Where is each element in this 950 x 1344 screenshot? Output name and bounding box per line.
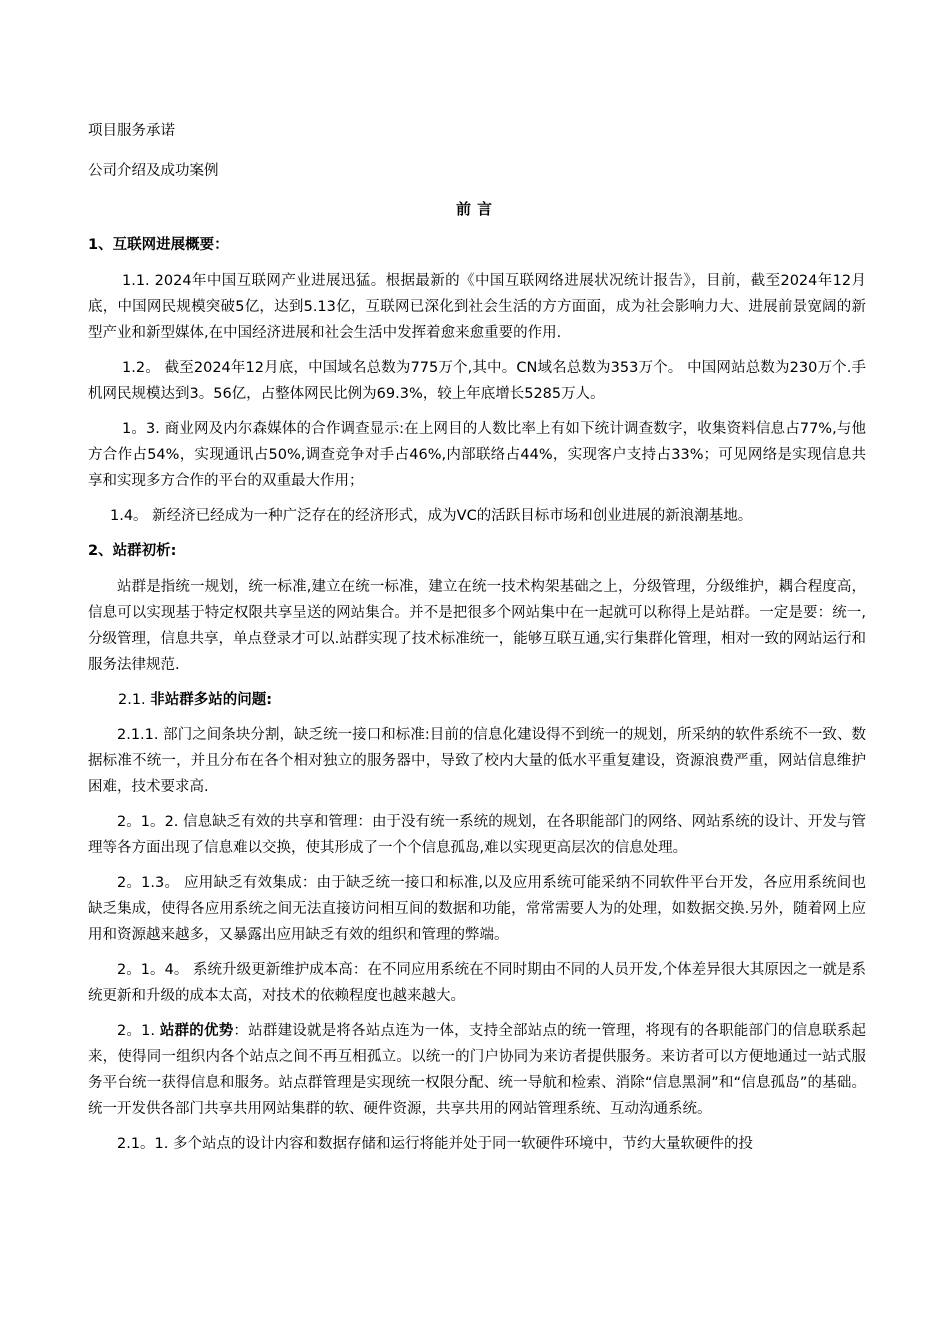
document-page bbox=[88, 118, 866, 1166]
paragraph-1-3: 1。3. 商业网及内尔森媒体的合作调查显示:在上网目的人数比率上有如下统计调查数字，收集资料信息占77%,与他方合作占54%，实现通讯占50%,调查竞争对手占46%,内部联络占44%，实现客户支持占33%；可见网络是实现信息共享和实现多方合作的平台的双重最大作用； bbox=[88, 421, 866, 489]
subsection-2-1-number: 2.1. bbox=[118, 692, 151, 708]
paragraph-2-1-2: 2。1。2. 信息缺乏有效的共享和管理：由于没有统一系统的规划，在各职能部门的网络、网站系统的设计、开发与管理等各方面出现了信息难以交换，使其形成了一个个信息孤岛,难以实现更高层次的信息处理。 bbox=[88, 814, 866, 856]
paragraph-1-1: 1.1. 2024年中国互联网产业进展迅猛。根据最新的《中国互联网络进展状况统计报告》，目前，截至2024年12月底，中国网民规模突破5亿，达到5.13亿，互联网已深化到社会生活的方方面面，成为社会影响力大、进展前景宽阔的新型产业和新型媒体,在中国经济进展和社会生活中发挥着愈来愈重要的作用. bbox=[88, 273, 866, 341]
advantages-number: 2。1. bbox=[117, 1023, 160, 1039]
paragraph-1-2: 1.2。 截至2024年12月底，中国域名总数为775万个,其中。CN域名总数为353万个。 中国网站总数为230万个.手机网民规模达到3。56亿，占整体网民比例为69.3%，较上年底增长5285万人。 bbox=[88, 360, 866, 402]
paragraph-2-1-1: 2.1.1. 部门之间条块分割，缺乏统一接口和标准:目前的信息化建设得不到统一的规划，所采纳的软件系统不一致、数据标准不统一，并且分布在各个相对独立的服务器中，导致了校内大量的低水平重复建设，资源浪费严重，网站信息维护困难，技术要求高. bbox=[88, 727, 866, 795]
header-line-service-commitment: 项目服务承诺 bbox=[88, 123, 175, 139]
paragraph-1-4: 1.4。 新经济已经成为一种广泛存在的经济形式，成为VC的活跃目标市场和创业进展的新浪潮基地。 bbox=[110, 508, 753, 524]
header-line-company-intro: 公司介绍及成功案例 bbox=[88, 163, 219, 179]
paragraph-2-1-1-last: 2.1。1. 多个站点的设计内容和数据存储和运行将能并处于同一软硬件环境中，节约大量软硬件的投 bbox=[117, 1136, 753, 1152]
section-2-heading: 2、站群初析: bbox=[88, 543, 177, 559]
paragraph-2-intro: 站群是指统一规划，统一标准,建立在统一标准，建立在统一技术构架基础之上，分级管理，分级维护，耦合程度高，信息可以实现基于特定权限共享呈送的网站集合。并不是把很多个网站集中在一起就可以称得上是站群。一定是要：统一,分级管理，信息共享，单点登录才可以.站群实现了技术标准统一，能够互联互通,实行集群化管理，相对一致的网站运行和服务法律规范. bbox=[88, 579, 866, 673]
advantages-title: 站群的优势 bbox=[159, 1023, 234, 1039]
page-title: 前言 bbox=[455, 200, 498, 218]
advantages-text: ：站群建设就是将各站点连为一体，支持全部站点的统一管理，将现有的各职能部门的信息联系起来，使得同一组织内各个站点之间不再互相孤立。以统一的门户协同为来访者提供服务。来访者可以方便地通过一站式服务平台统一获得信息和服务。站点群管理是实现统一权限分配、统一导航和检索、消除“信息黑洞”和“信息孤岛”的基础。统一开发供各部门共享共用网站集群的软、硬件资源，共享共用的网站管理系统、互动沟通系统。 bbox=[88, 1023, 867, 1117]
paragraph-2-1-3: 2。1.3。 应用缺乏有效集成：由于缺乏统一接口和标准,以及应用系统可能采纳不同软件平台开发，各应用系统间也缺乏集成，使得各应用系统之间无法直接访问相互间的数据和功能，常常需要人为的处理，如数据交换.另外，随着网上应用和资源越来越多，又暴露出应用缺乏有效的组织和管理的弊端。 bbox=[88, 875, 866, 943]
subsection-2-1-heading bbox=[88, 687, 866, 713]
paragraph-2-1-4: 2。1。4。 系统升级更新维护成本高：在不同应用系统在不同时期由不同的人员开发,个体差异很大其原因之一就是系统更新和升级的成本太高，对技术的依赖程度也越来越大。 bbox=[88, 962, 866, 1004]
paragraph-advantages bbox=[88, 1018, 866, 1122]
section-1-heading: 1、互联网进展概要： bbox=[88, 237, 229, 253]
subsection-2-1-title: 非站群多站的问题: bbox=[150, 692, 273, 708]
